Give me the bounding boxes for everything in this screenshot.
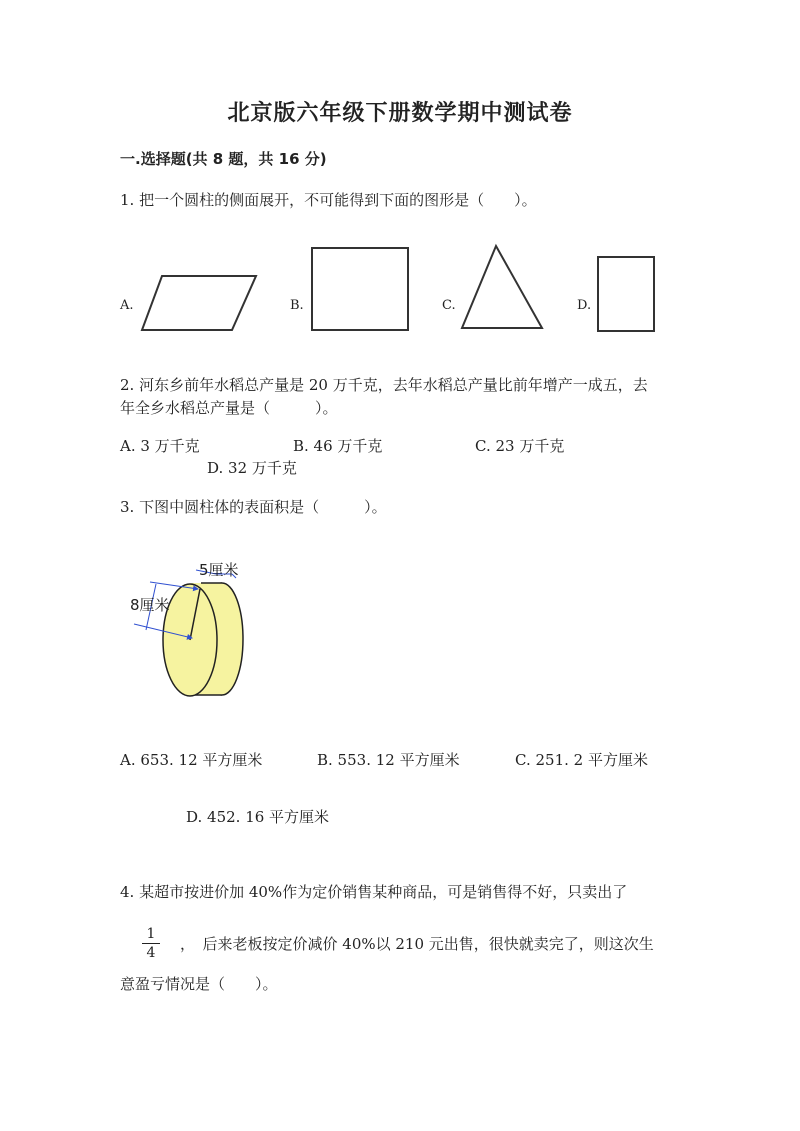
- q2-option-c: C. 23 万千克: [475, 437, 565, 455]
- question-2-line-2: 年全乡水稻总产量是（ ）。: [120, 399, 338, 417]
- question-1-text: 1. 把一个圆柱的侧面展开，不可能得到下面的图形是（ ）。: [120, 191, 537, 209]
- question-4-line-1: 4. 某超市按进价加 40%作为定价销售某种商品，可是销售得不好，只卖出了: [120, 883, 628, 901]
- fraction-denominator: 4: [146, 945, 156, 961]
- q1-option-a-label: A.: [120, 298, 134, 313]
- question-4-line-3: 意盈亏情况是（ ）。: [120, 975, 278, 993]
- q1-option-d-label: D.: [577, 298, 592, 313]
- fraction-numerator: 1: [146, 926, 156, 942]
- q2-option-d: D. 32 万千克: [207, 459, 297, 477]
- fraction-one-quarter: [140, 926, 162, 961]
- q1-option-b-label: B.: [290, 298, 304, 313]
- question-4-line-2: ， 后来老板按定价减价 40%以 210 元出售，很快就卖完了，则这次生: [180, 935, 654, 953]
- square-shape: [308, 244, 412, 334]
- cylinder-height-label: 5厘米: [199, 561, 239, 579]
- section-heading: 一.选择题(共 8 题，共 16 分): [120, 150, 327, 168]
- q3-option-a: A. 653. 12 平方厘米: [120, 751, 263, 769]
- page-title: 北京版六年级下册数学期中测试卷: [227, 101, 573, 126]
- rectangle-shape: [594, 254, 658, 334]
- cylinder-radius-label: 8厘米: [130, 596, 170, 614]
- q3-option-d: D. 452. 16 平方厘米: [186, 808, 330, 826]
- triangle-shape: [458, 242, 548, 334]
- question-3-text: 3. 下图中圆柱体的表面积是（ ）。: [120, 498, 387, 516]
- q3-option-c: C. 251. 2 平方厘米: [515, 751, 648, 769]
- q2-option-a: A. 3 万千克: [120, 437, 200, 455]
- parallelogram-shape: [138, 270, 262, 334]
- q2-option-b: B. 46 万千克: [293, 437, 383, 455]
- question-2-line-1: 2. 河东乡前年水稻总产量是 20 万千克，去年水稻总产量比前年增产一成五，去: [120, 376, 648, 394]
- q3-option-b: B. 553. 12 平方厘米: [317, 751, 460, 769]
- q1-option-c-label: C.: [442, 298, 456, 313]
